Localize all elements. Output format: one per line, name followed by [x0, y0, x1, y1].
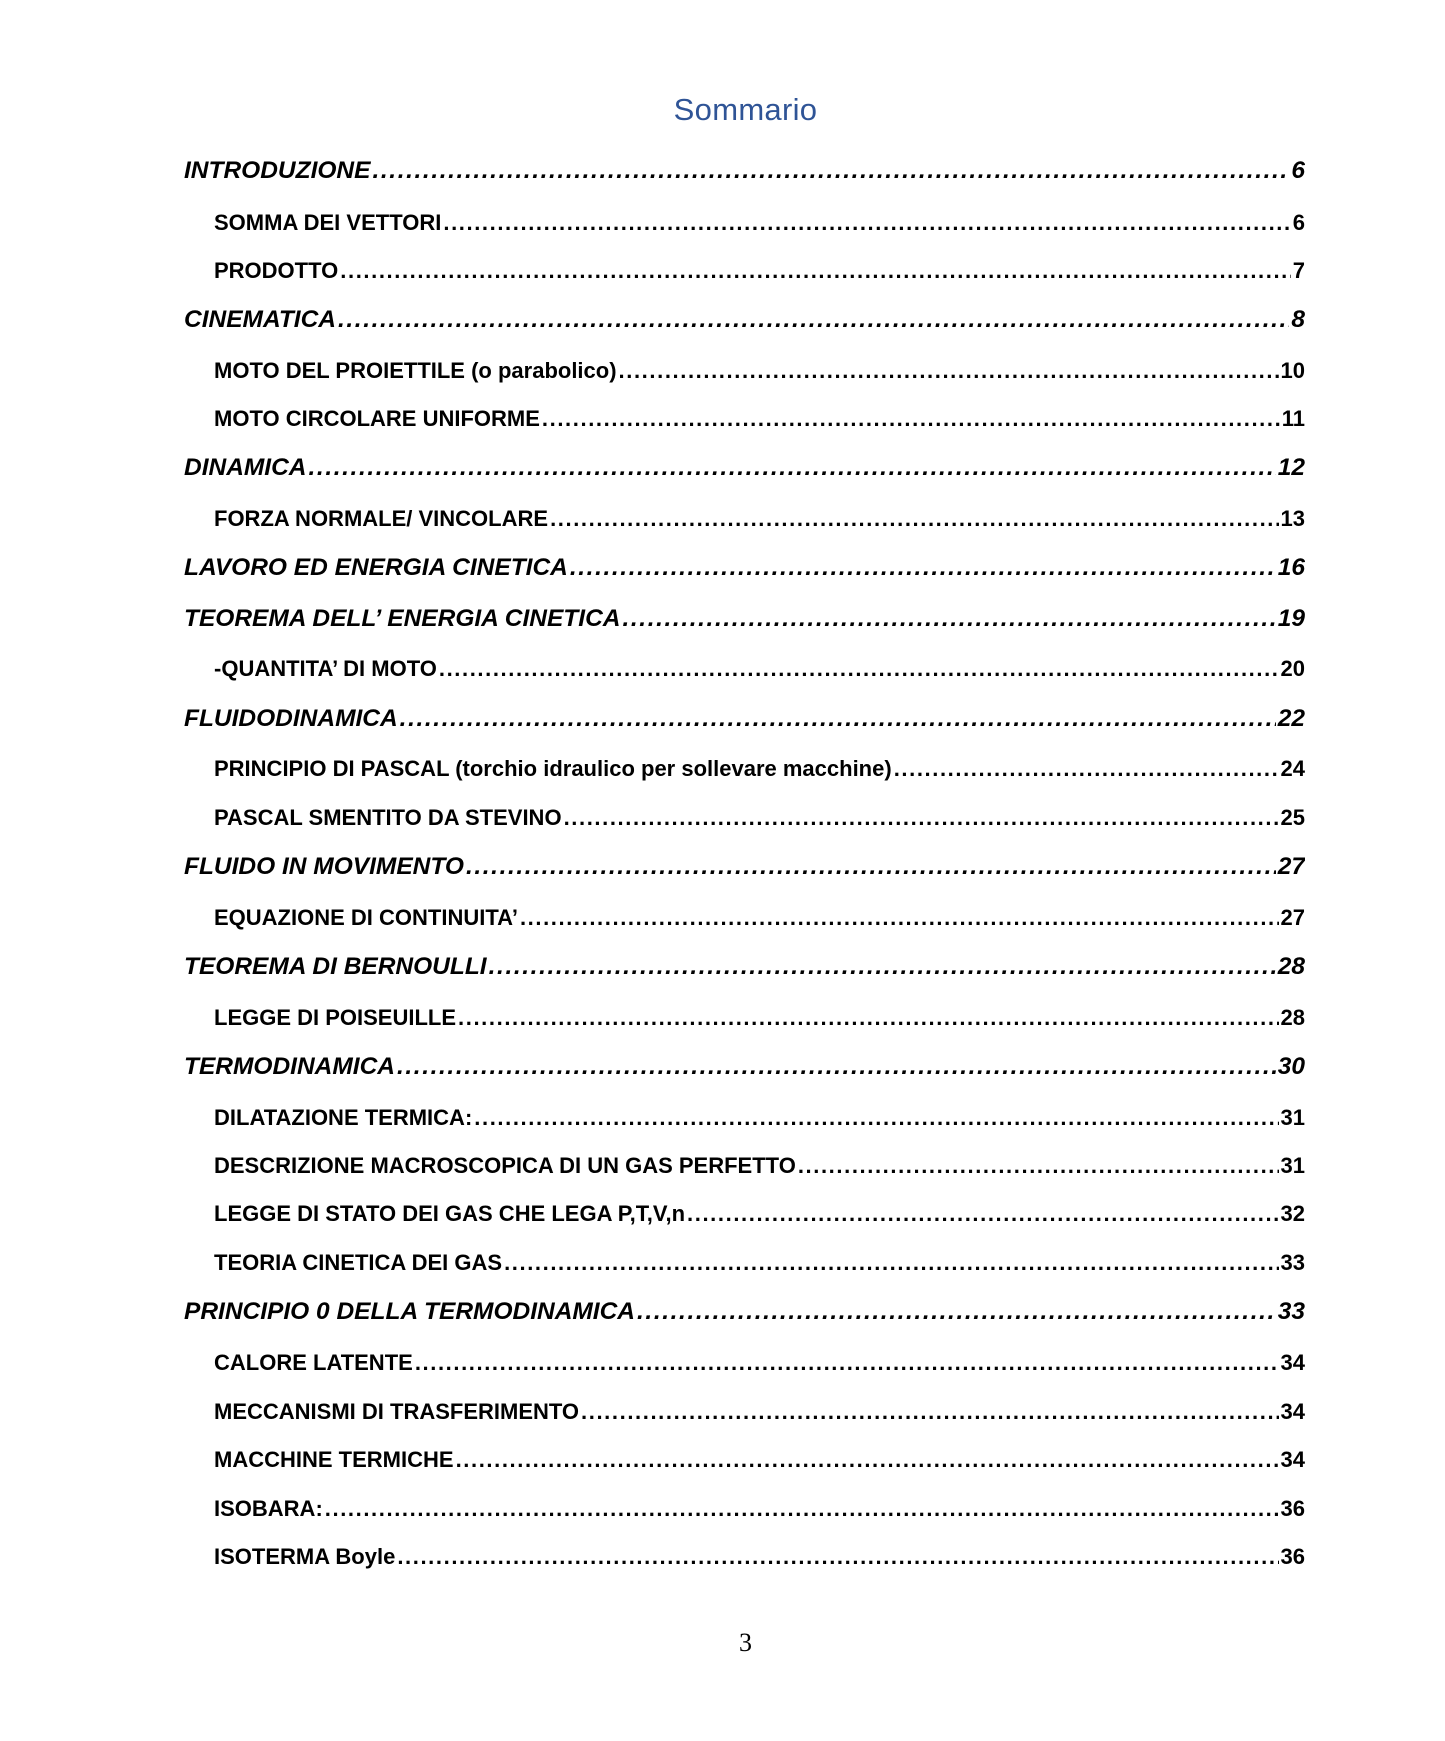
toc-entry-page: 19 — [1277, 605, 1305, 632]
dot-leader — [894, 756, 1279, 782]
toc-entry-label: CINEMATICA — [184, 306, 336, 333]
toc-entry[interactable] — [214, 358, 1305, 384]
toc-entry-label: ISOTERMA Boyle — [214, 1544, 396, 1569]
toc-entry-page: 11 — [1281, 406, 1305, 431]
toc-entry[interactable] — [214, 905, 1305, 931]
dot-leader — [550, 506, 1278, 532]
toc-entry-label: PRODOTTO — [214, 258, 339, 283]
toc-entry-page: 31 — [1280, 1153, 1305, 1178]
toc-entry-page: 34 — [1280, 1350, 1305, 1375]
toc-entry[interactable] — [214, 1250, 1305, 1276]
toc-entry[interactable] — [214, 406, 1305, 432]
toc-entry-page: 8 — [1291, 306, 1305, 333]
page-number: 3 — [739, 1628, 752, 1657]
toc-entry-label: PRINCIPIO 0 DELLA TERMODINAMICA — [184, 1298, 635, 1325]
toc-entry-page: 34 — [1280, 1447, 1305, 1472]
toc-entry-label: MECCANISMI DI TRASFERIMENTO — [214, 1399, 580, 1424]
dot-leader — [619, 358, 1279, 384]
dot-leader — [338, 306, 1289, 334]
toc-entry-label: SOMMA DEI VETTORI — [214, 210, 442, 235]
toc-entry-page: 27 — [1280, 905, 1305, 930]
toc-entry-page: 6 — [1291, 157, 1305, 184]
dot-leader — [798, 1153, 1279, 1179]
dot-leader — [397, 1053, 1276, 1081]
dot-leader — [622, 605, 1275, 633]
toc-title: Sommario — [673, 92, 818, 127]
toc-entry[interactable] — [184, 554, 1305, 582]
toc-entry-page: 28 — [1277, 953, 1305, 980]
dot-leader — [325, 1496, 1279, 1522]
dot-leader — [415, 1350, 1279, 1376]
toc-entry[interactable] — [214, 1153, 1305, 1179]
toc-entry-label: EQUAZIONE DI CONTINUITA’ — [214, 905, 518, 930]
dot-leader — [570, 554, 1276, 582]
toc-entry[interactable] — [214, 1399, 1305, 1425]
dot-leader — [520, 905, 1279, 931]
dot-leader — [456, 1447, 1279, 1473]
dot-leader — [466, 853, 1276, 881]
toc-entry[interactable] — [214, 805, 1305, 831]
toc-entry-page: 36 — [1280, 1544, 1305, 1569]
toc-entry-page: 34 — [1280, 1399, 1305, 1424]
toc-entry-label: FLUIDODINAMICA — [184, 705, 398, 732]
toc-entry[interactable] — [214, 1496, 1305, 1522]
toc-entry-page: 7 — [1292, 258, 1305, 283]
toc-entry[interactable] — [184, 306, 1305, 334]
toc-entry[interactable] — [184, 157, 1305, 185]
toc-entry-page: 25 — [1280, 805, 1305, 830]
toc-entry-page: 33 — [1280, 1250, 1305, 1275]
toc-entry[interactable] — [214, 756, 1305, 782]
toc-entry[interactable] — [214, 656, 1305, 682]
toc-entry-page: 13 — [1280, 506, 1305, 531]
toc-entry-page: 27 — [1277, 853, 1305, 880]
dot-leader — [564, 805, 1279, 831]
toc-entry-page: 24 — [1280, 756, 1305, 781]
dot-leader — [443, 210, 1290, 236]
dot-leader — [489, 953, 1276, 981]
toc-entry-label: LAVORO ED ENERGIA CINETICA — [184, 554, 568, 581]
toc-entry[interactable] — [214, 1105, 1305, 1131]
toc-entry[interactable] — [214, 1447, 1305, 1473]
toc-entry-label: CALORE LATENTE — [214, 1350, 413, 1375]
toc-entry[interactable] — [214, 1350, 1305, 1376]
toc-entry-label: MOTO DEL PROIETTILE (o parabolico) — [214, 358, 617, 383]
dot-leader — [397, 1544, 1278, 1570]
toc-entry-label: TEOREMA DI BERNOULLI — [184, 953, 487, 980]
dot-leader — [542, 406, 1280, 432]
toc-entry[interactable] — [214, 1005, 1305, 1031]
toc-entry[interactable] — [214, 506, 1305, 532]
toc-entry-label: TERMODINAMICA — [184, 1053, 395, 1080]
toc-entry-page: 30 — [1277, 1053, 1305, 1080]
dot-leader — [504, 1250, 1278, 1276]
toc-entry-label: PRINCIPIO DI PASCAL (torchio idraulico per sollevare macchine) — [214, 756, 892, 781]
toc-entry-label: LEGGE DI STATO DEI GAS CHE LEGA P,T,V,n — [214, 1201, 686, 1226]
toc-entry-page: 10 — [1280, 358, 1305, 383]
toc-entry-page: 22 — [1277, 705, 1305, 732]
toc-entry-page: 33 — [1277, 1298, 1305, 1325]
dot-leader — [637, 1298, 1276, 1326]
toc-entry[interactable] — [184, 454, 1305, 482]
toc-entry[interactable] — [214, 258, 1305, 284]
toc-entry-label: ISOBARA: — [214, 1496, 323, 1521]
toc-entry-label: DILATAZIONE TERMICA: — [214, 1105, 473, 1130]
dot-leader — [400, 705, 1276, 733]
toc-entry[interactable] — [184, 1298, 1305, 1326]
toc-entry-page: 28 — [1280, 1005, 1305, 1030]
toc-entry[interactable] — [184, 605, 1305, 633]
toc-entry-page: 20 — [1280, 656, 1305, 681]
dot-leader — [458, 1005, 1278, 1031]
toc-entry-label: DESCRIZIONE MACROSCOPICA DI UN GAS PERFETTO — [214, 1153, 796, 1178]
dot-leader — [687, 1201, 1278, 1227]
dot-leader — [309, 454, 1276, 482]
toc-entry-label: INTRODUZIONE — [184, 157, 371, 184]
toc-entry[interactable] — [184, 705, 1305, 733]
dot-leader — [581, 1399, 1278, 1425]
toc-entry[interactable] — [184, 953, 1305, 981]
toc-entry-label: TEOREMA DELL’ ENERGIA CINETICA — [184, 605, 621, 632]
toc-entry-page: 12 — [1277, 454, 1305, 481]
toc-entry-page: 6 — [1292, 210, 1305, 235]
toc-entry[interactable] — [184, 1053, 1305, 1081]
toc-entry-label: MACCHINE TERMICHE — [214, 1447, 454, 1472]
toc-entry-page: 31 — [1280, 1105, 1305, 1130]
toc-entry[interactable] — [214, 1544, 1305, 1570]
dot-leader — [474, 1105, 1278, 1131]
toc-entry-label: LEGGE DI POISEUILLE — [214, 1005, 457, 1030]
toc-entry-label: FORZA NORMALE/ VINCOLARE — [214, 506, 549, 531]
toc-entry[interactable] — [184, 853, 1305, 881]
dot-leader — [372, 157, 1289, 185]
dot-leader — [340, 258, 1290, 284]
toc-entry-page: 36 — [1280, 1496, 1305, 1521]
toc-entry-label: TEORIA CINETICA DEI GAS — [214, 1250, 503, 1275]
toc-entry-label: MOTO CIRCOLARE UNIFORME — [214, 406, 540, 431]
toc-entry-label: DINAMICA — [184, 454, 307, 481]
toc-entry-page: 16 — [1277, 554, 1305, 581]
toc-entry-label: -QUANTITA’ DI MOTO — [214, 656, 437, 681]
toc-entry-label: FLUIDO IN MOVIMENTO — [184, 853, 464, 880]
toc-entry[interactable] — [214, 1201, 1305, 1227]
toc-entry[interactable] — [214, 210, 1305, 236]
toc-entry-page: 32 — [1280, 1201, 1305, 1226]
toc-entry-label: PASCAL SMENTITO DA STEVINO — [214, 805, 562, 830]
dot-leader — [439, 656, 1279, 682]
